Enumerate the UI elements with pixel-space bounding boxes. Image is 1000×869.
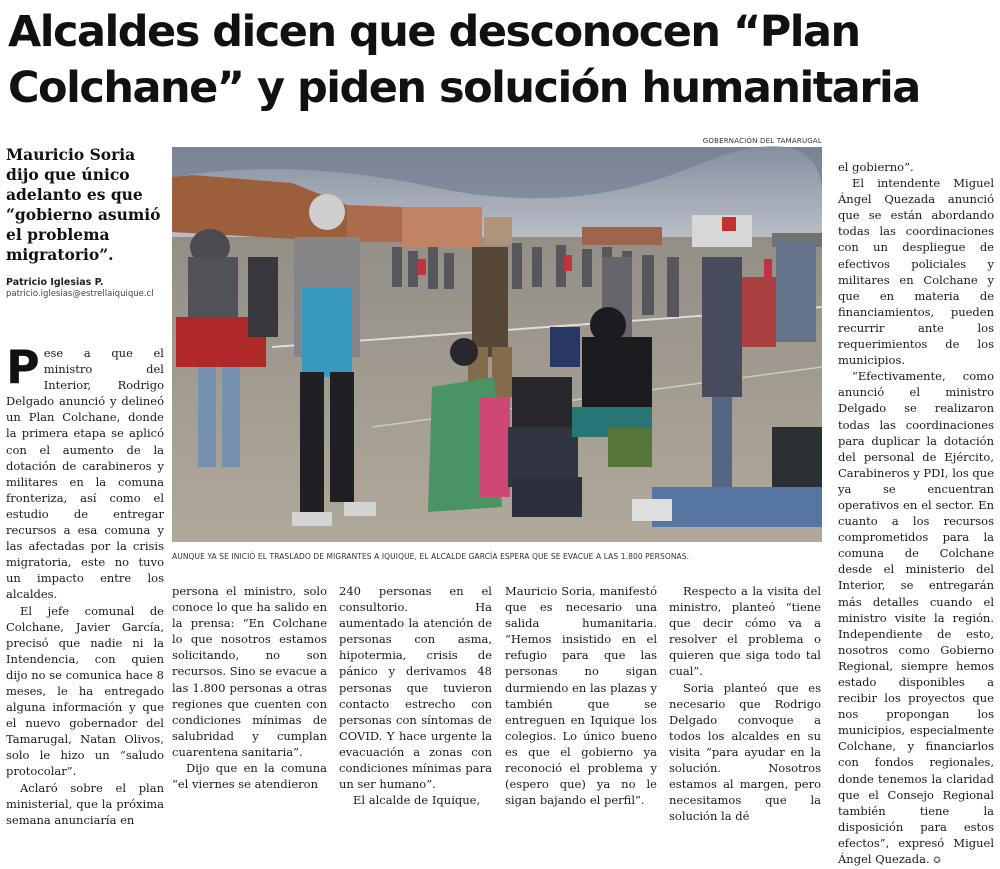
column-3 [339,583,492,808]
subtitle: Mauricio Soria dijo que único adelanto es que “gobierno asumió el problema migratorio”. [6,145,161,264]
photo-credit: GOBERNACIÓN DEL TAMARUGAL [702,137,822,145]
end-mark-icon: ✪ [933,856,941,867]
headline-line-2: Colchane” y piden solución humanitaria [8,63,920,113]
column-4 [505,583,657,808]
headline-line-1: Alcaldes dicen que desconocen “Plan [8,7,860,57]
paragraph: El intendente Miguel Ángel Quezada anunció que se están abordando todas las coordinaciones con un despliegue de efectivos policiales y militares en Colchane y que en materia de financiamientos, pueden recurrir ante los requerimientos de los municipios. [838,176,994,368]
author-email: patricio.iglesias@estrellaiquique.cl [6,289,154,299]
column-5 [669,583,821,824]
paragraph: Dijo que en la comuna “el viernes se atendieron [172,761,327,792]
article-photo [172,147,822,542]
closing-text: “Efectivamente, como anunció el ministro Delgado se realizaron todas las coordinaciones para duplicar la dotación del personal de Ejército, Carabineros y PDI, los que ya se encuentran operativos en el sector. En cuanto a los recursos comprometidos para la comuna de Colchane desde el ministerio del Interior, se entregarán más detalles cuando el ministro visite la región. Independiente de esto, nosotros como Gobierno Regional, siempre hemos estado disponibles a recibir los proyectos que nos propongan los municipios, especialmente Colchane, y financiarlos con fondos regionales, donde tenemos la claridad que el Consejo Regional también tiene la disposición para estos efectos”, expresó Miguel Ángel Quezada. [838,369,994,867]
column-2 [172,583,327,792]
paragraph [838,368,994,869]
paragraph: persona el ministro, solo conoce lo que ha salido en la prensa: “En Colchane lo que nosotros estamos solicitando, no son recursos. Sino se evacue a las 1.800 personas a otras regiones que cuenten con condiciones mínimas de salubridad y cumplan cuarentena sanitaria”. [172,584,327,759]
byline: Patricio Iglesias P. [6,277,104,288]
paragraph: El alcalde de Iquique, [353,793,481,808]
paragraph: Soria planteó que es necesario que Rodrigo Delgado convoque a todos los alcaldes en su visita “para ayudar en la solución. Nosotros estamos al margen, pero necesitamos que la solución la dé [669,680,821,824]
lead-text: ese a que el ministro del Interior, Rodrigo Delgado anunció y delineó un Plan Colchane, donde la primera etapa se aplicó con el aumento de la dotación de carabineros y militares en la comuna fronteriza, así como el estudio de entregar recursos a esa comuna y las afectadas por la crisis migratoria, este no tuvo un impacto entre los alcaldes. [6,346,164,602]
photo-caption: AUNQUE YA SE INICIÓ EL TRASLADO DE MIGRANTES A IQUIQUE, EL ALCALDE GARCÍA ESPERA QUE SE EVACUE A LAS 1.800 PERSONAS. [172,552,690,561]
sidebar [6,145,164,299]
drop-cap: P [6,340,40,394]
paragraph: Respecto a la visita del ministro, planteó “tiene que decir cómo va a resolver el problema o quieren que siga todo tal cual”. [669,584,821,679]
paragraph: Mauricio Soria, manifestó que es necesario una salida humanitaria. “Hemos insistido en el refugio para que las personas no sigan durmiendo en las plazas y también que se entreguen en Iquique los colegios. Lo único bueno es que el gobierno ya reconoció el problema y (espero que) ya no le sigan bajando el perfil”. [505,584,657,808]
paragraph: El jefe comunal de Colchane, Javier García, precisó que nadie ni la Intendencia, con quien dijo no se comunica hace 8 meses, le ha entregado alguna información y que el nuevo gobernador del Tamarugal, Natan Olivos, solo le hizo un “saludo protocolar”. [6,603,164,779]
paragraph: el gobierno”. [838,160,914,174]
lead-paragraph [6,340,164,603]
column-1 [6,340,164,828]
headline [8,4,993,116]
paragraph: Aclaró sobre el plan ministerial, que la próxima semana anunciaría en [6,780,164,827]
paragraph: 240 personas en el consultorio. Ha aumentado la atención de personas con asma, hipotermia, crisis de pánico y derivamos 48 personas que tuvieron contacto estrecho con personas con síntomas de COVID. Y hace urgente la evacuación a zonas con condiciones mínimas para un ser humano”. [339,584,492,792]
column-6 [838,159,994,869]
